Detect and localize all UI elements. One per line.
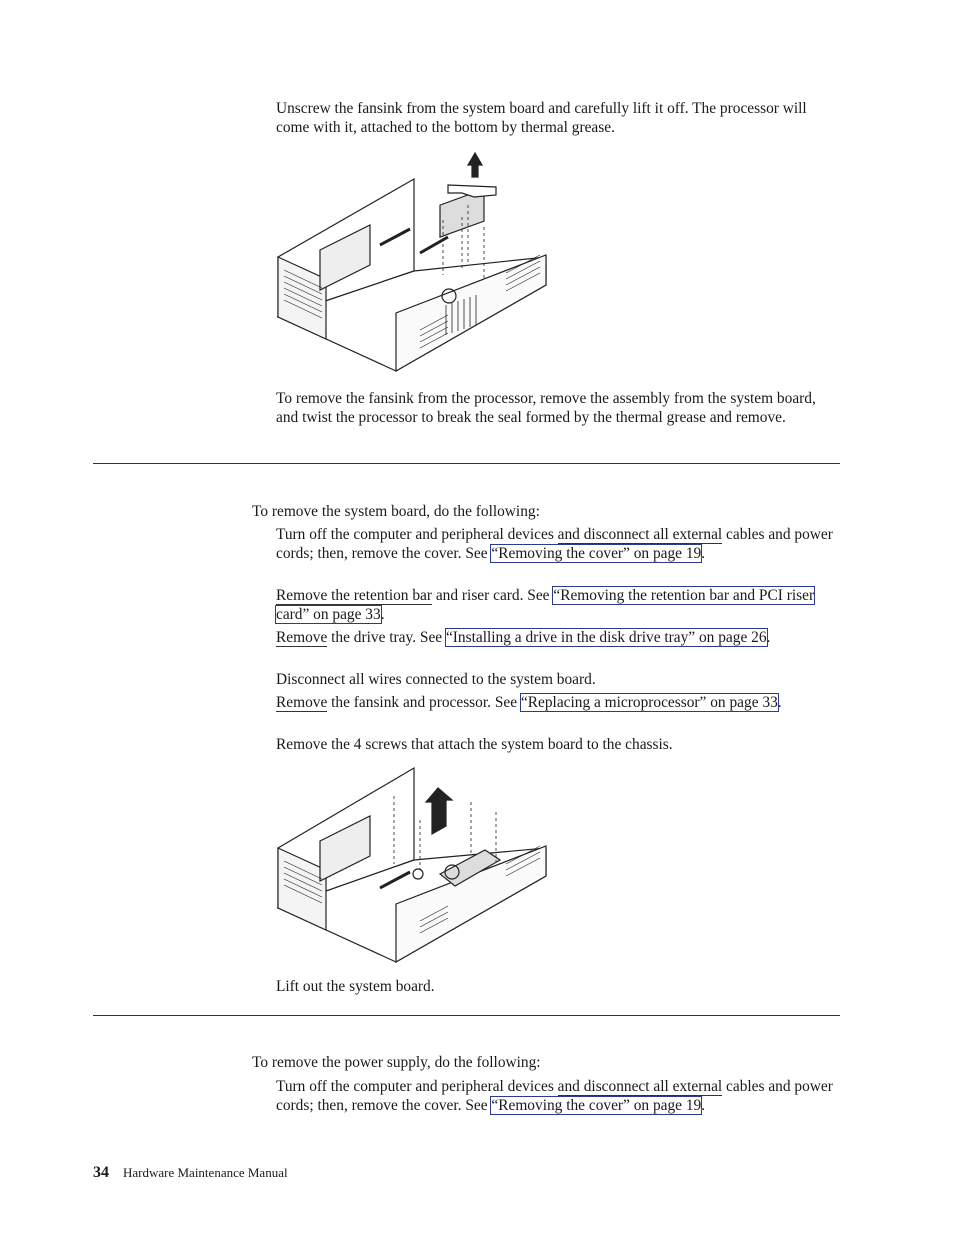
xref-microprocessor[interactable]: “Replacing a microprocessor” on page 33 — [520, 694, 778, 711]
step-text: cables and power cords; then, remove the cover. See — [276, 1078, 833, 1114]
fansink-note-text: To remove the fansink from the processor, remove the assembly from the system board, and twist the processor to break the seal formed by the thermal grease and remove. — [276, 390, 816, 426]
system-board-step-1 — [276, 525, 841, 563]
step-end: . — [766, 629, 771, 646]
system-board-lead: To remove the system board, do the following: — [252, 503, 540, 520]
system-board-removal-illustration — [270, 764, 555, 969]
power-supply-lead: To remove the power supply, do the following: — [252, 1054, 541, 1071]
step-end: . — [701, 545, 706, 562]
step-text: and riser card. See — [432, 587, 554, 604]
step-text-underlined: Remove — [276, 694, 328, 711]
step-text-underlined: Remove — [276, 629, 328, 646]
page-number: 34 — [93, 1164, 109, 1181]
section-divider — [93, 463, 840, 464]
section-divider — [93, 1015, 840, 1016]
system-board-step-5 — [276, 693, 841, 712]
system-board-step-4: Disconnect all wires connected to the system board. — [276, 671, 596, 688]
system-board-step-3 — [276, 628, 841, 647]
fansink-removal-illustration — [270, 145, 555, 380]
step-end: . — [777, 694, 782, 711]
step-text-underlined: Remove the retention bar — [276, 587, 432, 604]
step-text: Turn off the computer and peripheral devices — [276, 526, 558, 543]
power-supply-step-1 — [276, 1077, 841, 1115]
step-text: the drive tray. See — [327, 629, 446, 646]
step-text-underlined: and disconnect all external — [557, 1078, 723, 1095]
step-text: the fansink and processor. See — [327, 694, 521, 711]
system-board-step-2 — [276, 586, 841, 624]
system-board-final-text: Lift out the system board. — [276, 978, 435, 995]
step-text: cables and power cords; then, remove the cover. See — [276, 526, 833, 562]
page-footer — [93, 1164, 288, 1182]
xref-removing-cover[interactable]: “Removing the cover” on page 19 — [491, 1097, 702, 1114]
manual-title: Hardware Maintenance Manual — [123, 1165, 288, 1180]
xref-drive-tray[interactable]: “Installing a drive in the disk drive tray” on page 26 — [445, 629, 767, 646]
system-board-step-6: Remove the 4 screws that attach the system board to the chassis. — [276, 736, 673, 753]
step-end: . — [380, 606, 385, 623]
step-text-underlined: and disconnect all external — [557, 526, 723, 543]
xref-removing-cover[interactable]: “Removing the cover” on page 19 — [491, 545, 702, 562]
step-text: Turn off the computer and peripheral devices — [276, 1078, 558, 1095]
step-end: . — [701, 1097, 706, 1114]
xref-retention-bar[interactable]: “Removing the retention bar and PCI riser card” on page 33 — [276, 587, 815, 623]
fansink-intro-text: Unscrew the fansink from the system board and carefully lift it off. The processor will come with it, attached to the bottom by thermal grease. — [276, 100, 807, 136]
